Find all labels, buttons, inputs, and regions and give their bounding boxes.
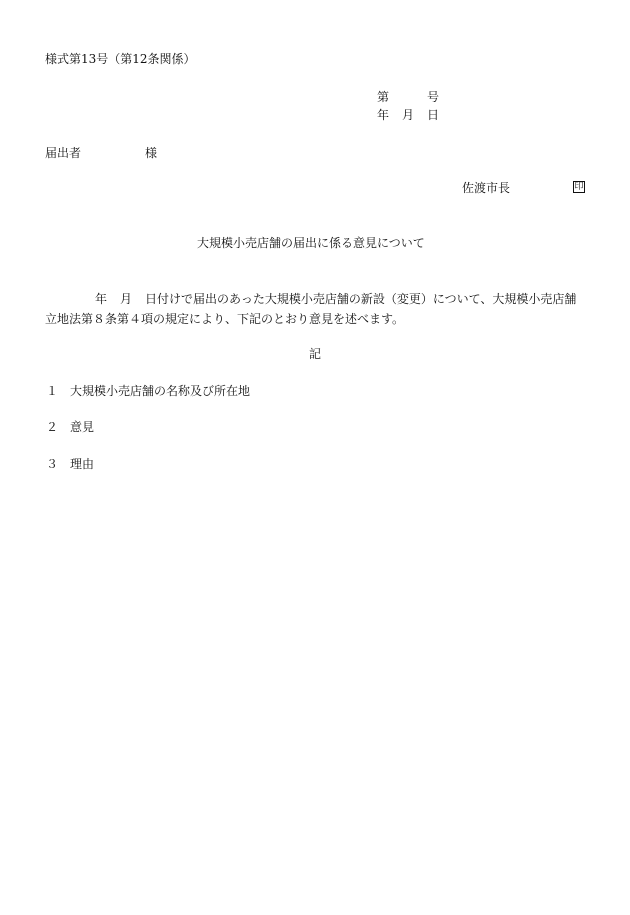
item-number: ２ xyxy=(46,420,59,434)
addressee-honorific: 様 xyxy=(145,146,158,160)
record-heading: 記 xyxy=(309,347,322,361)
document-title: 大規模小売店舗の届出に係る意見について xyxy=(197,236,425,250)
addressee-label: 届出者 xyxy=(45,146,82,160)
item-label-opinion: 意見 xyxy=(70,420,95,434)
doc-number-label: 第 xyxy=(377,90,390,104)
date-day-label: 日 xyxy=(427,108,440,122)
body-year-label: 年 xyxy=(95,292,108,306)
seal-mark: 印 xyxy=(574,182,584,192)
form-number: 様式第13号（第12条関係） xyxy=(45,52,196,66)
issuer-name: 佐渡市長 xyxy=(462,181,511,195)
item-label-reason: 理由 xyxy=(70,457,95,471)
doc-number-suffix: 号 xyxy=(427,90,440,104)
body-text-line-1: 日付けで届出のあった大規模小売店舗の新設（変更）について、大規模小売店舗 xyxy=(145,292,577,306)
item-number: １ xyxy=(46,384,59,398)
item-label-store-name-location: 大規模小売店舗の名称及び所在地 xyxy=(70,384,251,398)
item-number: ３ xyxy=(46,457,59,471)
date-year-label: 年 xyxy=(377,108,390,122)
date-month-label: 月 xyxy=(402,108,415,122)
body-text-line-2: 立地法第８条第４項の規定により、下記のとおり意見を述べます。 xyxy=(45,312,405,326)
body-month-label: 月 xyxy=(120,292,133,306)
